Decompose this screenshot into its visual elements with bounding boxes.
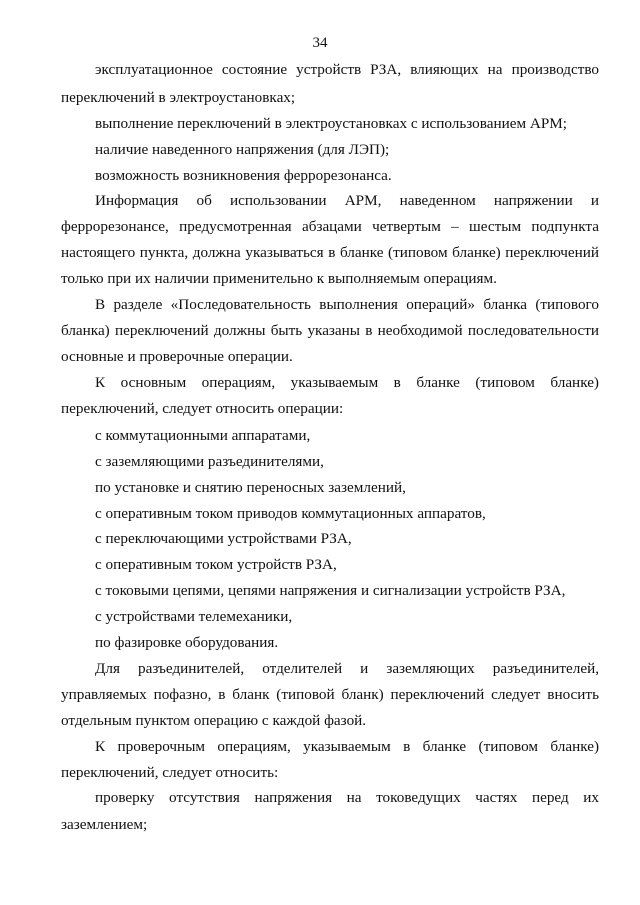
text-line: К основным операциям, указываемым в бланке (типовом бланке) [95, 374, 599, 391]
text-line: настоящего пункта, должна указываться в бланке (типовом бланке) переключений [61, 244, 599, 261]
list-item: с оперативным током приводов коммутационных аппаратов, [95, 505, 486, 522]
text-line: выполнение переключений в электроустановках с использованием АРМ; [95, 115, 568, 132]
page-number: 34 [312, 35, 328, 51]
text-line: переключений в электроустановках; [61, 89, 296, 106]
list-item: по установке и снятию переносных заземлений, [95, 479, 406, 496]
text-line: проверку отсутствия напряжения на токоведущих частях перед их [95, 789, 599, 806]
text-line: В разделе «Последовательность выполнения операций» бланка (типового [95, 296, 599, 313]
text-line: основные и проверочные операции. [61, 348, 293, 365]
list-item: по фазировке оборудования. [95, 634, 279, 651]
list-item: с устройствами телемеханики, [95, 608, 293, 625]
text-line: заземлением; [61, 816, 148, 833]
text-line: эксплуатационное состояние устройств РЗА, влияющих на производство [95, 61, 599, 78]
list-item: с заземляющими разъединителями, [95, 453, 324, 470]
list-item: с коммутационными аппаратами, [95, 427, 311, 444]
text-line: наличие наведенного напряжения (для ЛЭП); [95, 141, 390, 158]
text-line: бланка) переключений должны быть указаны в необходимой последовательности [61, 322, 599, 339]
text-line: только при их наличии применительно к выполняемым операциям. [61, 270, 497, 287]
text-line: Информация об использовании АРМ, наведенном напряжении и [95, 192, 599, 209]
text-line: Для разъединителей, отделителей и заземляющих разъединителей, [95, 660, 599, 677]
text-line: переключений, следует относить операции: [61, 400, 344, 417]
text-line: отдельным пунктом операцию с каждой фазой. [61, 712, 367, 729]
text-line: феррорезонансе, предусмотренная абзацами четвертым – шестым подпункта [61, 218, 599, 235]
list-item: с оперативным током устройств РЗА, [95, 556, 337, 573]
list-item: с переключающими устройствами РЗА, [95, 530, 352, 547]
text-line: управляемых пофазно, в бланк (типовой бланк) переключений следует вносить [61, 686, 599, 703]
text-line: К проверочным операциям, указываемым в бланке (типовом бланке) [95, 738, 599, 755]
list-item: с токовыми цепями, цепями напряжения и сигнализации устройств РЗА, [95, 582, 566, 599]
text-line: переключений, следует относить: [61, 764, 279, 781]
text-line: возможность возникновения феррорезонанса. [95, 167, 392, 184]
